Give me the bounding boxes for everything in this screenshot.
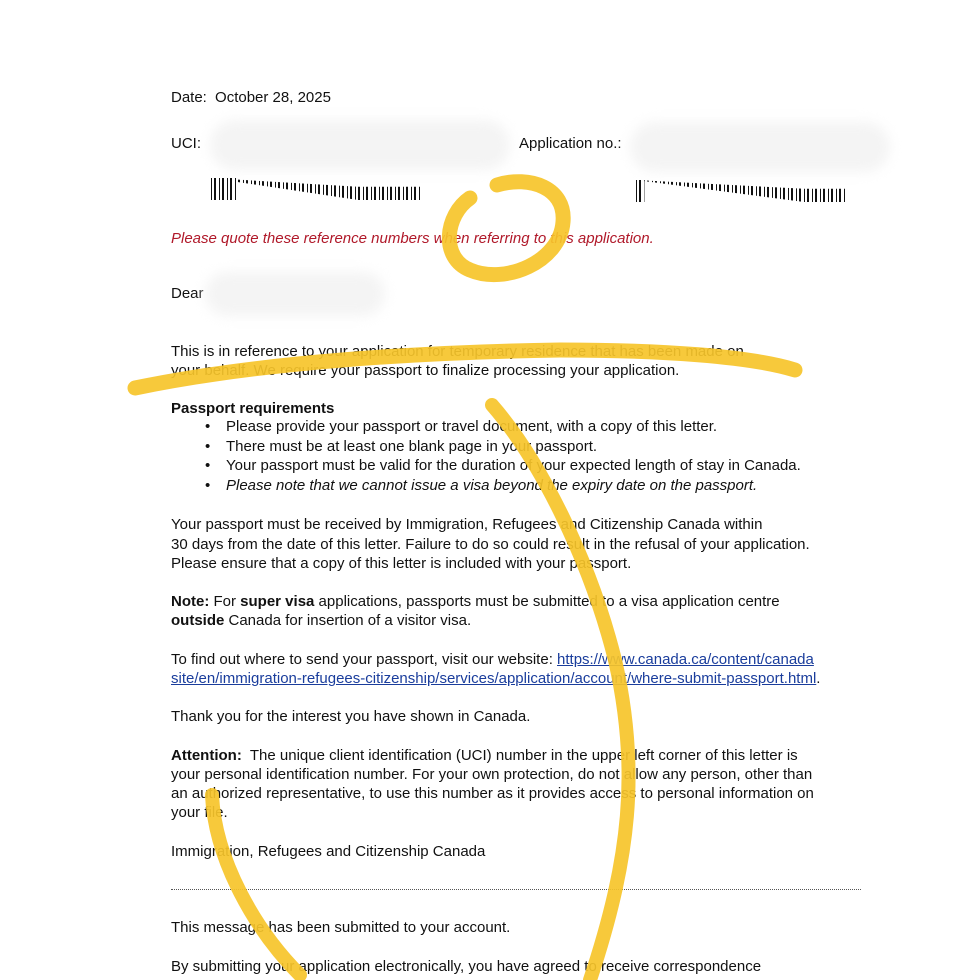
signature: Immigration, Refugees and Citizenship Canada <box>171 843 486 860</box>
website-line-1: To find out where to send your passport, visit our website: https://www.canada.ca/content/canada <box>171 651 814 668</box>
note-line-1: Note: For super visa applications, passports must be submitted to a visa application centre <box>171 593 780 610</box>
passport-requirements-heading: Passport requirements <box>171 400 335 417</box>
electronic-line: By submitting your application electronically, you have agreed to receive correspondence <box>171 958 762 975</box>
attention-line-1: Attention: The unique client identification (UCI) number in the upper left corner of this letter is <box>171 747 798 764</box>
uci-label: UCI: <box>171 135 201 152</box>
receipt-line-1: Your passport must be received by Immigration, Refugees and Citizenship Canada within <box>171 516 763 533</box>
scribble-hook <box>212 795 300 975</box>
attention-line-2: your personal identification number. For your own protection, do not allow any person, other than <box>171 766 813 783</box>
intro-line-1: This is in reference to your application for temporary residence that has been made on <box>171 343 744 360</box>
date-label: Date: <box>171 89 207 106</box>
requirement-item: • There must be at least one blank page in your passport. <box>205 437 598 455</box>
note-line-2: outside Canada for insertion of a visitor visa. <box>171 612 472 629</box>
thanks-line: Thank you for the interest you have shown in Canada. <box>171 708 531 725</box>
intro-line-2: your behalf. We require your passport to finalize processing your application. <box>171 362 680 379</box>
requirement-item: • Please provide your passport or travel document, with a copy of this letter. <box>205 418 718 435</box>
scribble-strike <box>135 350 795 388</box>
super-visa-emphasis: super visa <box>240 593 315 610</box>
attention-label: Attention: <box>171 747 242 764</box>
attention-line-3: an authorized representative, to use this number as it provides access to personal information on <box>171 785 814 802</box>
requirement-item: • Your passport must be valid for the duration of your expected length of stay in Canada. <box>205 457 801 474</box>
scribble-loop <box>449 182 563 275</box>
bullet-icon: • <box>205 437 211 455</box>
website-line-2: site/en/immigration-refugees-citizenship/services/application/account/where-submit-passport.html. <box>171 670 821 687</box>
passport-submission-link-cont[interactable]: site/en/immigration-refugees-citizenship/services/application/account/where-submit-passport.html <box>171 670 817 687</box>
date-value: October 28, 2025 <box>215 89 331 106</box>
bullet-icon: • <box>205 457 211 474</box>
quote-notice: Please quote these reference numbers when referring to this application. <box>171 230 654 247</box>
requirement-item: • Please note that we cannot issue a visa beyond the expiry date on the passport. <box>205 476 758 494</box>
scribble-tail <box>492 405 629 980</box>
attention-line-4: your file. <box>171 804 228 821</box>
bullet-icon: • <box>205 418 211 435</box>
note-label: Note: <box>171 593 210 610</box>
passport-submission-link[interactable]: https://www.canada.ca/content/canada <box>557 651 814 668</box>
submitted-line: This message has been submitted to your account. <box>171 919 511 936</box>
salutation: Dear <box>171 285 204 302</box>
receipt-line-3: Please ensure that a copy of this letter is included with your passport. <box>171 555 632 572</box>
bullet-icon: • <box>205 476 211 494</box>
outside-emphasis: outside <box>171 612 225 629</box>
receipt-line-2: 30 days from the date of this letter. Failure to do so could result in the refusal of your application. <box>171 536 810 553</box>
application-no-label: Application no.: <box>519 135 622 152</box>
